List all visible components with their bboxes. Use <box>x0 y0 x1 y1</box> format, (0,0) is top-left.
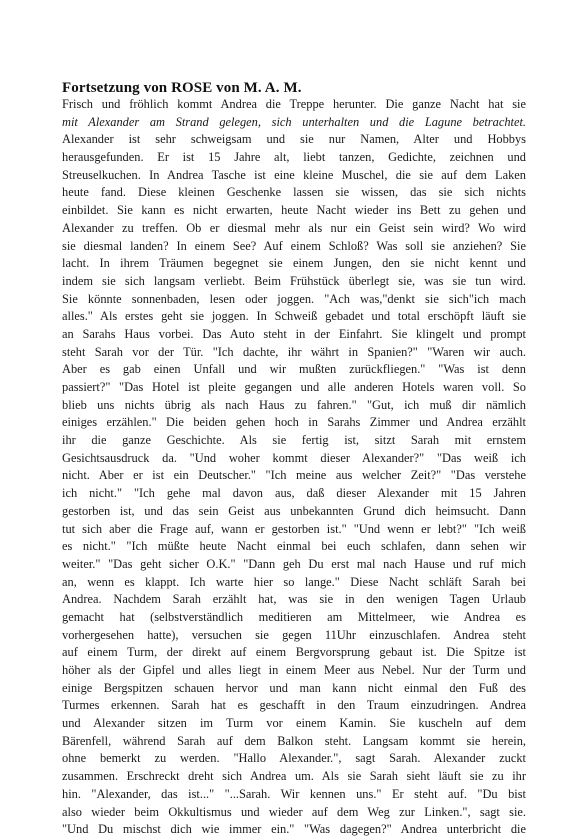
text-line: herausgefunden. Er ist 15 Jahre alt, liebt tanzen, Gedichte, zeichnen und <box>62 150 526 165</box>
text-line: Andrea. Nachdem Sarah erzählt hat, was sie in den wenigen Tagen Urlaub <box>62 592 526 607</box>
text-line: es nicht." "Ich müßte heute Nacht einmal bei euch schlafen, dann sehen wir <box>62 539 526 554</box>
text-line: also wieder beim Okkultismus und wieder auf dem Weg zur Linken.", sagt sie. <box>62 804 526 819</box>
text-line: einige Bergspitzen schauen hervor und man kann nicht einmal den Fuß des <box>62 680 526 695</box>
text-line: indem sie sich langsam verliebt. Beim Frühstück überlegt sie, was sie tun wird. <box>62 273 526 288</box>
text-line: steht Sarah vor der Tür. "Ich dachte, ihr währt in Spanien?" "Waren wir auch. <box>62 344 526 359</box>
text-line: gemacht hat (selbstverständlich meditieren am Mittelmeer, wie Andrea es <box>62 609 526 624</box>
text-line: Frisch und fröhlich kommt Andrea die Treppe herunter. Die ganze Nacht hat sie <box>62 97 526 111</box>
text-line: blieb uns nichts übrig als nach Haus zu fahren." "Gut, ich muß dir nämlich <box>62 397 526 412</box>
text-line: Bärenfell, während Sarah auf dem Balkon steht. Langsam kommt sie herein, <box>62 733 526 748</box>
document-title: Fortsetzung von ROSE von M. A. M. <box>62 80 302 96</box>
text-line: mit Alexander am Strand gelegen, sich unterhalten und die Lagune betrachtet. <box>62 114 526 129</box>
text-line: lacht. In ihrem Träumen begegnet sie einem Jungen, den sie nicht kennt und <box>62 256 526 271</box>
text-line: Turmes erkennen. Sarah hat es geschafft in den Traum einzudringen. Andrea <box>62 698 526 713</box>
text-line: gestorben ist, und das sein Geist aus unbekannten Grund dich heimsucht. Dann <box>62 503 526 518</box>
text-line: hin. "Alexander, das ist..." "...Sarah. Wir kennen uns." Er steht auf. "Du bist <box>62 786 526 801</box>
text-line: einbildet. Sie kann es nicht erwarten, heute Nacht wieder ins Bett zu gehen und <box>62 203 526 218</box>
text-line: Alexander ist sehr schweigsam und sie nur Namen, Alter und Hobbys <box>62 132 526 147</box>
text-line: Gesichtsausdruck da. "Und woher kommt dieser Alexander?" "Das weiß ich <box>62 450 526 465</box>
text-line: weiter." "Das geht sicher O.K." "Dann geh Du erst mal nach Hause und ruf mich <box>62 556 526 571</box>
text-line: an, wenn es klappt. Ich warte hier so lange." Diese Nacht schläft Sarah bei <box>62 574 526 589</box>
text-line: heute fand. Diese kleinen Geschenke lassen sie wissen, das sie sich nichts <box>62 185 526 200</box>
text-line: einiges erzählen." Die beiden gehen hoch in Sarahs Zimmer und Andrea erzählt <box>62 415 526 430</box>
text-line: Streuselkuchen. In Andrea Tasche ist eine kleine Muschel, die sie auf dem Laken <box>62 167 526 182</box>
text-line: und Alexander sitzen im Turm vor einem Kamin. Sie kuscheln auf dem <box>62 716 526 731</box>
text-line: "Und Du mischst dich wie immer ein." "Was dagegen?" Andrea unterbricht die <box>62 822 526 837</box>
text-line: alles." Als erstes geht sie joggen. In Schweiß gebadet und total erschöpft läuft sie <box>62 309 526 324</box>
text-line: vorhergesehen hatte), versuchen sie gegen 11Uhr einzuschlafen. Andrea steht <box>62 627 526 642</box>
text-line: auf einem Turm, der direkt auf einem Bergvorsprung gebaut ist. Die Spitze ist <box>62 645 526 660</box>
text-line: Sie könnte sonnenbaden, lesen oder joggen. "Ach was,"denkt sie sich"ich mach <box>62 291 526 306</box>
text-line: Alexander zu treffen. Ob er diesmal mehr als nur ein Geist sein wird? Wo wird <box>62 220 526 235</box>
text-line: ihr die ganze Geschichte. Als sie fertig ist, sitzt Sarah mit ernstem <box>62 433 526 448</box>
text-line: Aber es gab einen Unfall und wir mußten zurückfliegen." "Was ist denn <box>62 362 526 377</box>
text-line: höher als der Gipfel und alles liegt in einem Meer aus Nebel. Nur der Turm und <box>62 663 526 677</box>
text-line: an Sarahs Haus vorbei. Das Auto steht in der Einfahrt. Sie klingelt und prompt <box>62 326 526 341</box>
text-line: nicht. Aber er ist ein Deutscher." "Ich meine aus welcher Zeit?" "Das verstehe <box>62 468 526 483</box>
text-line: zusammen. Erschreckt dreht sich Andrea um. Als sie Sarah sieht läuft sie zu ihr <box>62 769 526 784</box>
text-line: sie diesmal landen? In einem See? Auf einem Schloß? Was soll sie anziehen? Sie <box>62 238 526 253</box>
text-line: ohne bemerkt zu werden. "Hallo Alexander.", sagt Sarah. Alexander zuckt <box>62 751 526 766</box>
text-line: tut sich aber die Frage auf, wann er gestorben ist." "Und wenn er lebt?" "Ich weiß <box>62 521 526 536</box>
document-body <box>62 96 526 839</box>
text-line: passiert?" "Das Hotel ist pleite gegangen und alle anderen Hotels waren voll. So <box>62 380 526 394</box>
text-line: ich nicht." "Ich gehe mal davon aus, daß dieser Alexander mit 15 Jahren <box>62 486 526 501</box>
